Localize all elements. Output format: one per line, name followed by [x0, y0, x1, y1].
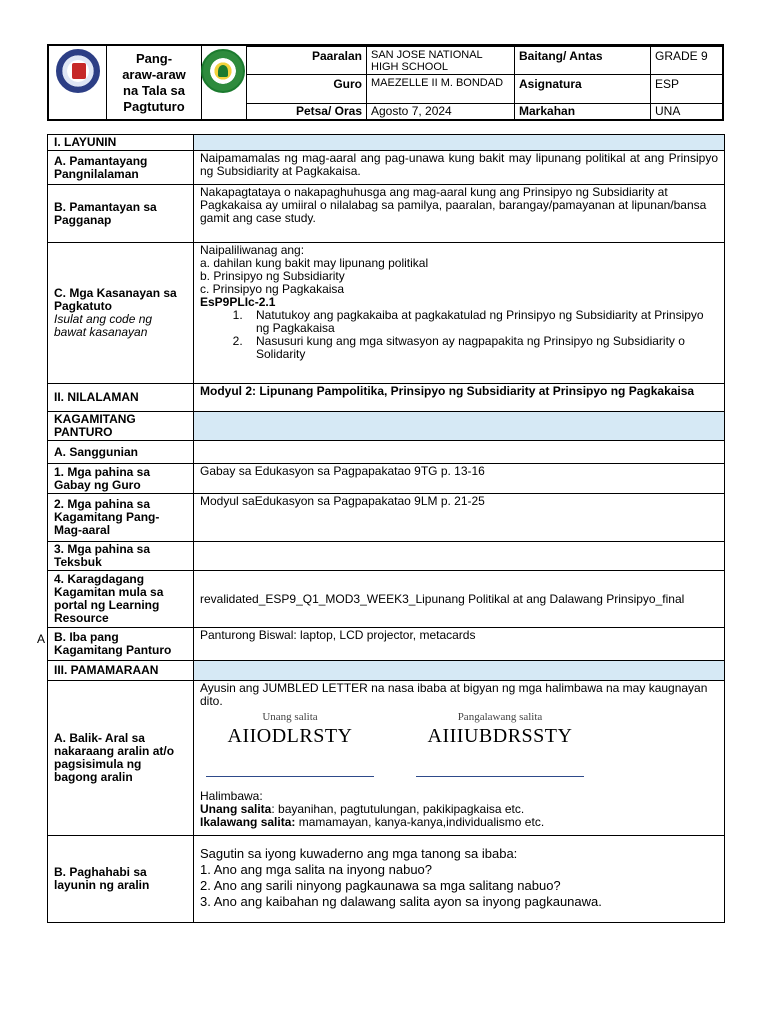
balik-intro: Ayusin ang JUMBLED LETTER na nasa ibaba at bigyan ng mga halimbawa na may kaugnayan dito.: [200, 681, 708, 708]
jumble-word-1: [200, 708, 380, 747]
nilalaman-label: II. NILALAMAN: [48, 384, 194, 412]
header-title: Pang- araw-araw na Tala sa Pagtuturo: [106, 46, 202, 119]
margin-letter: A: [37, 632, 46, 646]
school-seal-icon: [201, 49, 245, 93]
teksbuk-cell: [194, 542, 725, 571]
answer-line-1: [206, 776, 374, 777]
jumble-caption-2: Pangalawang salita: [457, 711, 543, 723]
paghahabi-label: B. Paghahabi sa layunin ng aralin: [48, 836, 194, 923]
teksbuk-label: 3. Mga pahina sa Teksbuk: [48, 542, 194, 571]
question-3: 3. Ano ang kaibahan ng dalawang salita ayon sa inyong pagkaunawa.: [200, 894, 602, 909]
kasanayan-note: Isulat ang code ng bawat kasanayan: [54, 312, 153, 339]
kasanayan-label: C. Mga Kasanayan sa Pagkatuto: [54, 286, 177, 313]
list-item: 1. Natutukoy ang pagkakaiba at pagkakatulad ng Prinsipyo ng Subsidiarity at Prinsipyo ng Pagkakaisa: [246, 309, 718, 335]
kasanayan-code: EsP9PLIc-2.1: [200, 295, 276, 309]
halimbawa-label: Halimbawa:: [200, 789, 263, 803]
sanggunian-cell: [194, 441, 725, 464]
kasanayan-cell: [194, 243, 725, 384]
list-item: 2. Nasusuri kung ang mga sitwasyon ay nagpapakita ng Prinsipyo ng Subsidiarity o Solidarity: [246, 335, 718, 361]
question-2: 2. Ano ang sarili ninyong pagkaunawa sa mga salitang nabuo?: [200, 878, 561, 893]
guro-label: Guro: [247, 75, 367, 104]
jumble-letters-2: AIIIUBDRSSTY: [427, 725, 573, 747]
karagdagang-label: 4. Karagdagang Kagamitan mula sa portal ng Learning Resource: [48, 571, 194, 628]
paaralan-value: SAN JOSE NATIONAL HIGH SCHOOL: [367, 47, 515, 75]
pamamaraan-heading: III. PAMAMARAAN: [48, 661, 194, 681]
asignatura-value: ESP: [651, 75, 723, 104]
asignatura-label: Asignatura: [515, 75, 651, 104]
kasanayan-c: c. Prinsipyo ng Pagkakaisa: [200, 282, 345, 296]
nilalaman-value: Modyul 2: Lipunang Pampolitika, Prinsipyo ng Subsidiarity at Prinsipyo ng Pagkakaisa: [194, 384, 725, 412]
pagganap-label: B. Pamantayan sa Pagganap: [48, 185, 194, 243]
jumbled-letters: [200, 708, 718, 790]
layunin-cell: [194, 135, 725, 151]
pamantayang-label: A. Pamantayang Pangnilalaman: [48, 151, 194, 185]
kagamitang-value: Modyul saEdukasyon sa Pagpapakatao 9LM p. 21-25: [194, 494, 725, 542]
unang-text: : bayanihan, pagtutulungan, pakikipagkaisa etc.: [271, 802, 525, 816]
lesson-plan-table: [47, 134, 725, 923]
baitang-value: GRADE 9: [651, 47, 723, 75]
paghahabi-intro: Sagutin sa iyong kuwaderno ang mga tanong sa ibaba:: [200, 846, 518, 861]
sanggunian-label: A. Sanggunian: [48, 441, 194, 464]
baitang-label: Baitang/ Antas: [515, 47, 651, 75]
jumble-letters-1: AIIODLRSTY: [227, 725, 353, 747]
pagganap-value: Nakapagtataya o nakapaghuhusga ang mag-aaral kung ang Prinsipyo ng Subsidiarity at Pagkakaisa ay umiiral o nilalabag sa pamilya, paaralan, barangay/pamayanan at lipunan/bansa gamit ang case study.: [194, 185, 725, 243]
kagamitan-cell: [194, 412, 725, 441]
kagamitang-label: 2. Mga pahina sa Kagamitang Pang-Mag-aaral: [48, 494, 194, 542]
paghahabi-cell: [194, 836, 725, 923]
gabay-label: 1. Mga pahina sa Gabay ng Guro: [48, 464, 194, 494]
karagdagang-value: revalidated_ESP9_Q1_MOD3_WEEK3_Lipunang Politikal at ang Dalawang Prinsipyo_final: [194, 571, 725, 628]
layunin-heading: I. LAYUNIN: [48, 135, 194, 151]
pamamaraan-cell: [194, 661, 725, 681]
ikalawang-example: [200, 816, 718, 829]
pamantayang-value: Naipamamalas ng mag-aaral ang pag-unawa kung bakit may lipunang politikal at ang Prinsipyo ng Subsidiarity at Pagkakaisa.: [194, 151, 725, 185]
petsa-label: Petsa/ Oras: [247, 104, 367, 120]
kasanayan-list: [200, 309, 718, 361]
jumble-word-2: [410, 708, 590, 747]
markahan-label: Markahan: [515, 104, 651, 120]
paaralan-label: Paaralan: [247, 47, 367, 75]
petsa-value: Agosto 7, 2024: [367, 104, 515, 120]
iba-label: B. Iba pang Kagamitang Panturo: [48, 628, 194, 661]
kagamitan-heading: KAGAMITANG PANTURO: [48, 412, 194, 441]
kasanayan-label-cell: [48, 243, 194, 384]
iba-value: Panturong Biswal: laptop, LCD projector, metacards: [194, 628, 725, 661]
jumble-caption-1: Unang salita: [262, 711, 318, 723]
gabay-value: Gabay sa Edukasyon sa Pagpapakatao 9TG p. 13-16: [194, 464, 725, 494]
answer-line-2: [416, 776, 584, 777]
deped-seal-icon: [56, 49, 100, 93]
unang-label: Unang salita: [200, 802, 272, 816]
kasanayan-a: a. dahilan kung bakit may lipunang politikal: [200, 256, 429, 270]
kasanayan-intro: Naipaliliwanag ang:: [200, 243, 305, 257]
balik-cell: [194, 681, 725, 836]
lesson-header: [47, 44, 724, 121]
balik-label: A. Balik- Aral sa nakaraang aralin at/o pagsisimula ng bagong aralin: [48, 681, 194, 836]
ikalawang-label: Ikalawang salita:: [200, 815, 296, 829]
header-info-table: [246, 46, 723, 120]
kasanayan-b: b. Prinsipyo ng Subsidiarity: [200, 269, 345, 283]
ikalawang-text: mamamayan, kanya-kanya,individualismo etc.: [295, 815, 545, 829]
markahan-value: UNA: [651, 104, 723, 120]
guro-value: MAEZELLE II M. BONDAD: [367, 75, 515, 104]
question-1: 1. Ano ang mga salita na inyong nabuo?: [200, 862, 433, 877]
